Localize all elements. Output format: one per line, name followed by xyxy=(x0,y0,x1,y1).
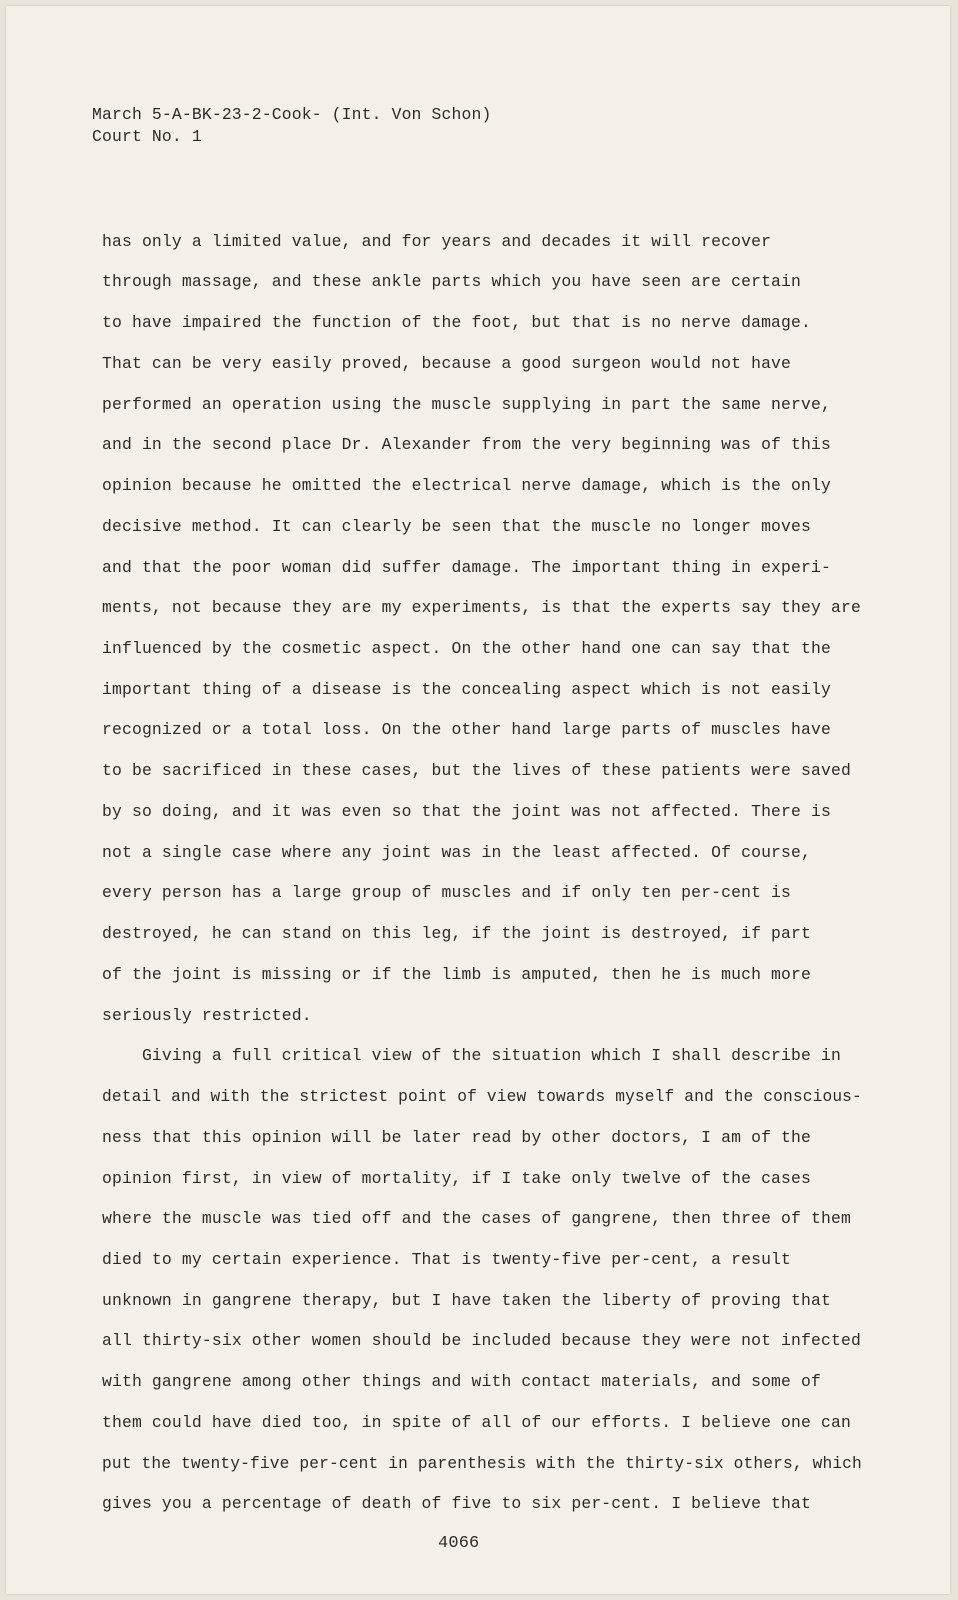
body-line: to have impaired the function of the foot, but that is no nerve damage. xyxy=(102,313,812,332)
body-line: gives you a percentage of death of five to six per-cent. I believe that xyxy=(102,1494,812,1513)
body-line: ness that this opinion will be later read by other doctors, I am of the xyxy=(102,1128,812,1147)
page-number: 4066 xyxy=(438,1534,480,1553)
body-line: destroyed, he can stand on this leg, if the joint is destroyed, if part xyxy=(102,924,812,943)
body-line: opinion because he omitted the electrical nerve damage, which is the only xyxy=(102,476,831,495)
body-line: not a single case where any joint was in the least affected. Of course, xyxy=(102,843,812,862)
body-line: put the twenty-five per-cent in parenthesis with the thirty-six others, which xyxy=(102,1454,862,1473)
body-line: by so doing, and it was even so that the joint was not affected. There is xyxy=(102,802,831,821)
body-line: Giving a full critical view of the situation which I shall describe in xyxy=(102,1046,841,1065)
body-line: unknown in gangrene therapy, but I have taken the liberty of proving that xyxy=(102,1291,831,1310)
body-line: detail and with the strictest point of view towards myself and the conscious- xyxy=(102,1087,862,1106)
body-line: performed an operation using the muscle supplying in part the same nerve, xyxy=(102,395,831,414)
body-line: of the joint is missing or if the limb is amputed, then he is much more xyxy=(102,965,812,984)
body-line: to be sacrificed in these cases, but the lives of these patients were saved xyxy=(102,761,851,780)
document-header xyxy=(92,104,491,148)
body-line: seriously restricted. xyxy=(102,1006,312,1025)
body-line: recognized or a total loss. On the other hand large parts of muscles have xyxy=(102,720,831,739)
body-line: and that the poor woman did suffer damage. The important thing in experi- xyxy=(102,558,831,577)
body-line: them could have died too, in spite of all of our efforts. I believe one can xyxy=(102,1413,851,1432)
header-court: Court No. 1 xyxy=(92,127,202,146)
body-line: through massage, and these ankle parts which you have seen are certain xyxy=(102,272,802,291)
body-line: died to my certain experience. That is twenty-five per-cent, a result xyxy=(102,1250,792,1269)
body-line: decisive method. It can clearly be seen that the muscle no longer moves xyxy=(102,517,812,536)
body-line: ments, not because they are my experiments, is that the experts say they are xyxy=(102,598,861,617)
body-line: every person has a large group of muscles and if only ten per-cent is xyxy=(102,883,792,902)
body-line: important thing of a disease is the concealing aspect which is not easily xyxy=(102,680,831,699)
body-line: has only a limited value, and for years and decades it will recover xyxy=(102,232,772,251)
body-line: opinion first, in view of mortality, if I take only twelve of the cases xyxy=(102,1169,812,1188)
body-line: influenced by the cosmetic aspect. On the other hand one can say that the xyxy=(102,639,831,658)
body-line: all thirty-six other women should be included because they were not infected xyxy=(102,1331,861,1350)
body-line: That can be very easily proved, because a good surgeon would not have xyxy=(102,354,792,373)
body-line: where the muscle was tied off and the cases of gangrene, then three of them xyxy=(102,1209,851,1228)
header-reference: March 5-A-BK-23-2-Cook- (Int. Von Schon) xyxy=(92,105,492,124)
body-line: with gangrene among other things and with contact materials, and some of xyxy=(102,1372,821,1391)
body-line: and in the second place Dr. Alexander from the very beginning was of this xyxy=(102,435,831,454)
document-page xyxy=(6,6,950,1594)
